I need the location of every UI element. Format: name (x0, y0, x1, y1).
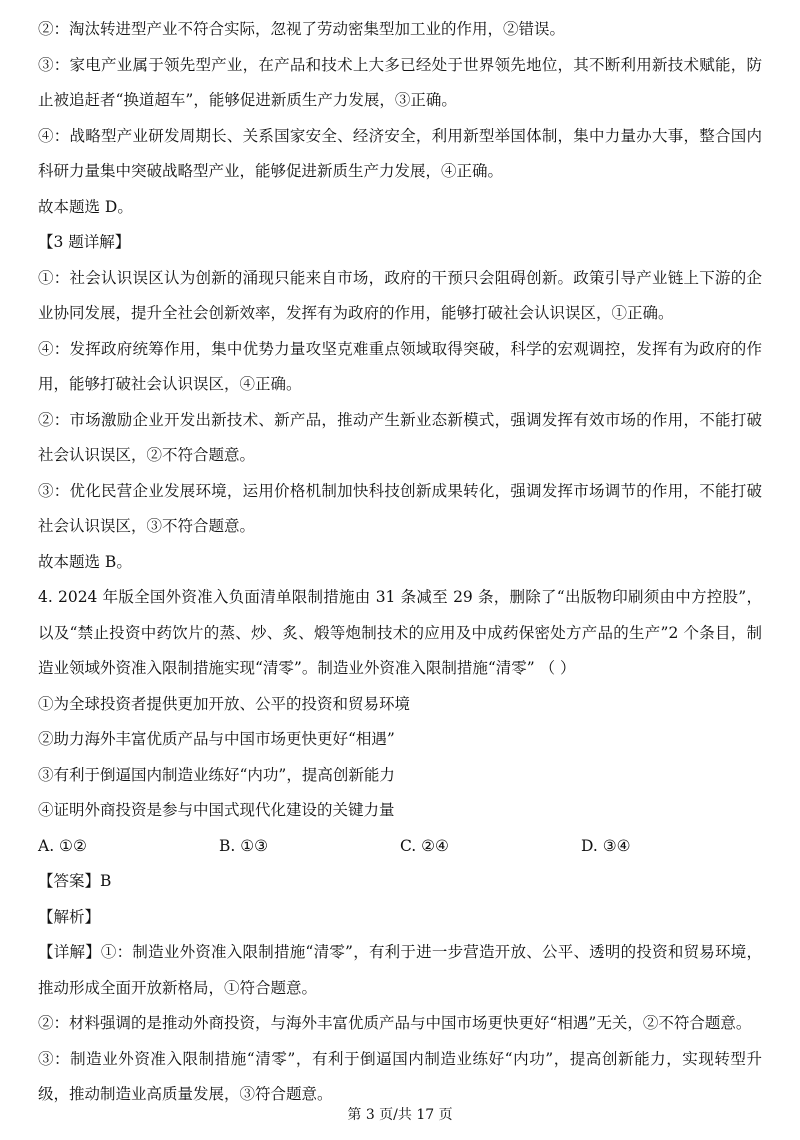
answer-conclusion-3: 故本题选 B。 (38, 552, 132, 571)
paragraph-6: ②：市场激励企业开发出新技术、新产品，推动产生新业态新模式，强调发挥有效市场的作用，不能打破社会认识误区，②不符合题意。 (38, 410, 762, 464)
paragraph-5: ④：发挥政府统筹作用，集中优势力量攻坚克难重点领域取得突破，科学的宏观调控，发挥有为政府的作用，能够打破社会认识误区，④正确。 (38, 339, 762, 393)
option-b: B. ①③ (219, 836, 269, 855)
statement-4: ④证明外商投资是参与中国式现代化建设的关键力量 (38, 801, 395, 819)
answer-options (38, 829, 762, 865)
paragraph-3: ④：战略型产业研发周期长、关系国家安全、经济安全，利用新型举国体制，集中力量办大事，整合国内科研力量集中突破战略型产业，能够促进新质生产力发展，④正确。 (38, 126, 762, 180)
page-footer: 第 3 页/共 17 页 (347, 1107, 453, 1123)
page-content (38, 12, 762, 1113)
answer-conclusion-2: 故本题选 D。 (38, 197, 133, 216)
paragraph-1: ②：淘汰转进型产业不符合实际，忽视了劳动密集型加工业的作用，②错误。 (38, 20, 566, 38)
statement-2: ②助力海外丰富优质产品与中国市场更快更好“相遇” (38, 730, 395, 748)
option-a: A. ①② (38, 836, 87, 855)
paragraph-4: ①：社会认识误区认为创新的涌现只能来自市场，政府的干预只会阻碍创新。政策引导产业链上下游的企业协同发展，提升全社会创新效率，发挥有为政府的作用，能够打破社会认识误区，①正确。 (38, 268, 762, 322)
answer-label: 【答案】B (38, 872, 112, 890)
paragraph-2: ③：家电产业属于领先型产业，在产品和技术上大多已经处于世界领先地位，其不断利用新技术赋能，防止被追赶者“换道超车”，能够促进新质生产力发展，③正确。 (38, 55, 762, 109)
explanation-3: ③：制造业外资准入限制措施“清零”，有利于倒逼国内制造业练好“内功”，提高创新能力，实现转型升级，推动制造业高质量发展，③符合题意。 (38, 1049, 762, 1103)
option-d: D. ③④ (581, 836, 631, 855)
statement-3: ③有利于倒逼国内制造业练好“内功”，提高创新能力 (38, 765, 395, 784)
section-heading-q3: 【3 题详解】 (38, 233, 131, 251)
question-4-stem: 4. 2024 年版全国外资准入负面清单限制措施由 31 条减至 29 条，删除了“出版物印刷须由中方控股”，以及“禁止投资中药饮片的蒸、炒、炙、煅等炮制技术的应用及中成药保密处方产品的生产”2 个条目，制造业领域外资准入限制措施实现“清零”。制造业外资准入限制措施“清零” （ ） (38, 588, 762, 677)
statement-1: ①为全球投资者提供更加开放、公平的投资和贸易环境 (38, 694, 411, 713)
paragraph-7: ③：优化民营企业发展环境，运用价格机制加快科技创新成果转化，强调发挥市场调节的作用，不能打破社会认识误区，③不符合题意。 (38, 481, 762, 535)
analysis-label: 【解析】 (38, 907, 101, 926)
option-c: C. ②④ (400, 836, 449, 855)
explanation-2: ②：材料强调的是推动外商投资，与海外丰富优质产品与中国市场更快更好“相遇”无关，②不符合题意。 (38, 1014, 752, 1032)
explanation-1: 【详解】①：制造业外资准入限制措施“清零”，有利于进一步营造开放、公平、透明的投资和贸易环境，推动形成全面开放新格局，①符合题意。 (38, 943, 762, 997)
